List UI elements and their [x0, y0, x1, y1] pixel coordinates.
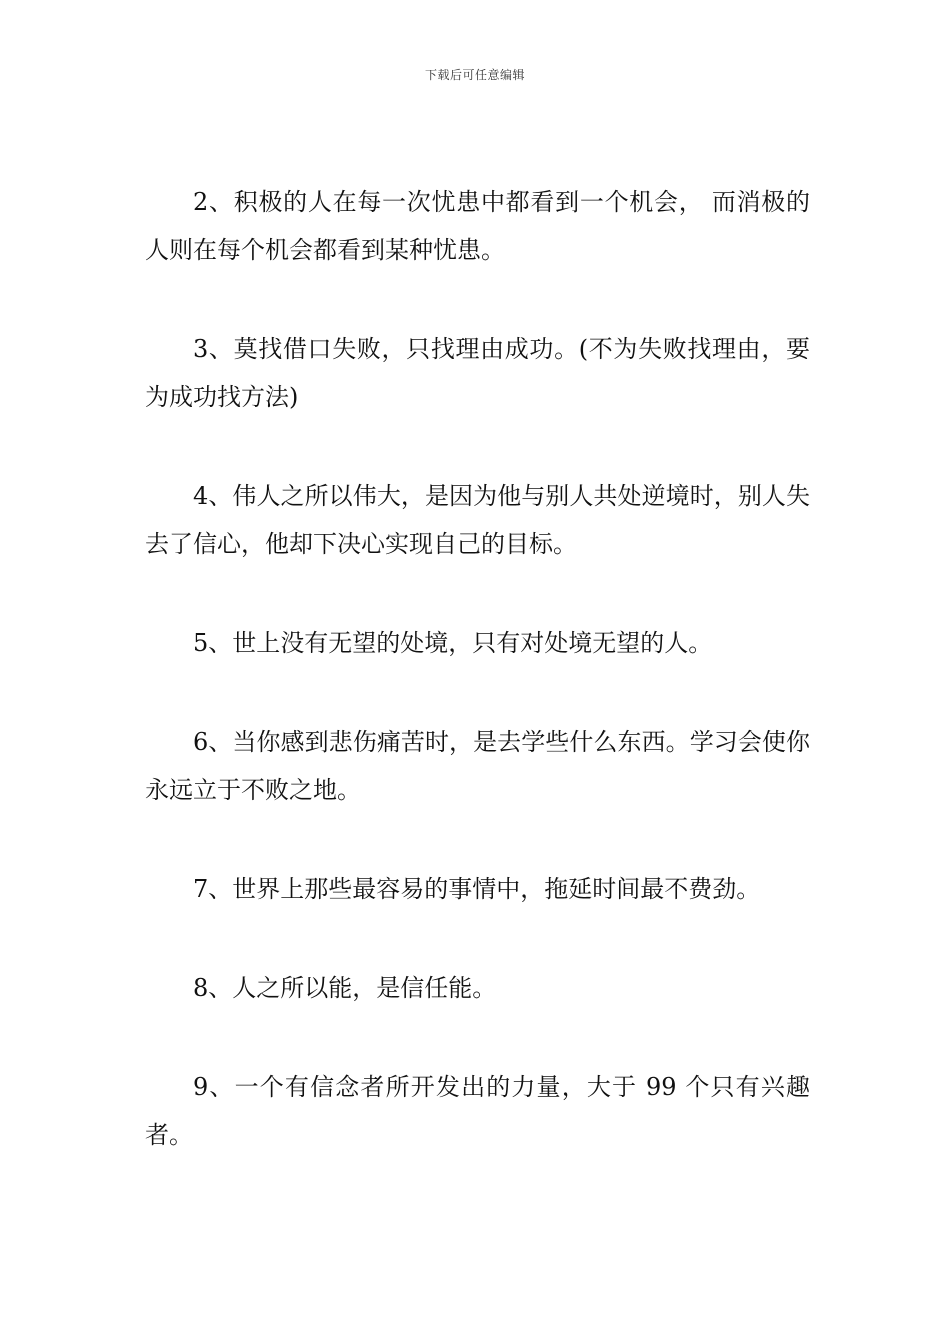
quote-list	[145, 178, 810, 1159]
quote-paragraph-2: 2、积极的人在每一次忧患中都看到一个机会， 而消极的人则在每个机会都看到某种忧患。	[145, 188, 810, 264]
quote-paragraph-9: 9、一个有信念者所开发出的力量，大于 99 个只有兴趣者。	[145, 1073, 810, 1149]
quote-paragraph-6: 6、当你感到悲伤痛苦时，是去学些什么东西。学习会使你永远立于不败之地。	[145, 728, 810, 804]
quote-paragraph-5: 5、世上没有无望的处境，只有对处境无望的人。	[193, 629, 713, 657]
quote-paragraph-3: 3、莫找借口失败，只找理由成功。(不为失败找理由，要为成功找方法)	[145, 335, 810, 411]
header-note: 下载后可任意编辑	[424, 68, 525, 82]
quote-paragraph-8: 8、人之所以能，是信任能。	[193, 974, 497, 1002]
quote-paragraph-4: 4、伟人之所以伟大，是因为他与别人共处逆境时，别人失去了信心，他却下决心实现自己的目标。	[145, 482, 810, 558]
quote-paragraph-7: 7、世界上那些最容易的事情中，拖延时间最不费劲。	[193, 875, 761, 903]
